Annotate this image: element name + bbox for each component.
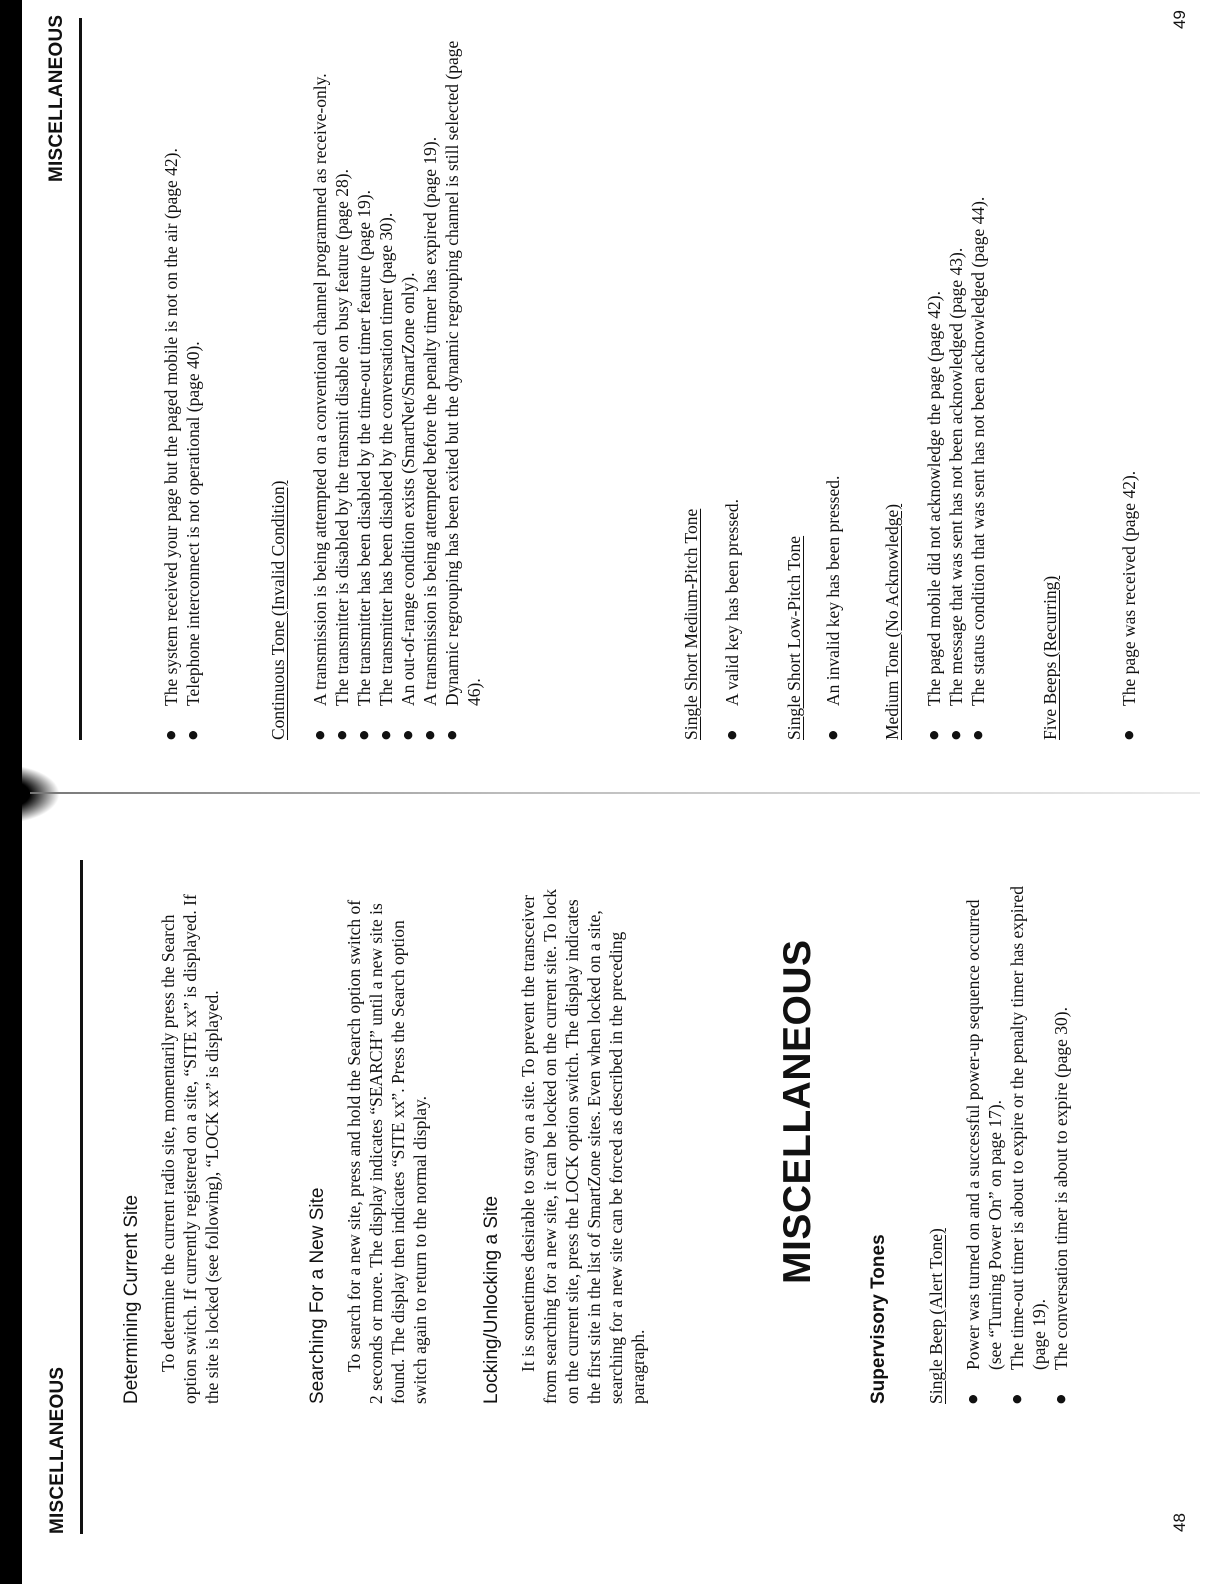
right-header-rule xyxy=(79,18,82,740)
low-pitch-heading: Single Short Low-Pitch Tone xyxy=(784,535,804,740)
continuous-tone-heading: Continuous Tone (Invalid Condition) xyxy=(268,480,288,740)
list-item: ● The transmitter is disabled by the transmit disable on busy feature (page 28). xyxy=(331,30,353,740)
right-running-header: MISCELLANEOUS xyxy=(46,14,67,182)
single-beep-heading: Single Beep (Alert Tone) xyxy=(926,1228,946,1404)
left-page-number: 48 xyxy=(1170,1513,1189,1532)
list-item: ● The paged mobile did not acknowledge the page (page 42). xyxy=(923,40,945,740)
single-beep-list xyxy=(962,884,1072,1404)
list-item: ● A valid key has been pressed. xyxy=(721,40,743,740)
section-heading-determining-site: Determining Current Site xyxy=(121,1194,142,1404)
list-item: ● The page was received (page 42). xyxy=(1118,40,1140,740)
left-running-header: MISCELLANEOUS xyxy=(47,1366,68,1534)
list-item: ● Power was turned on and a successful power-up sequence occurred (see “Turning Power On” on page 17). xyxy=(962,884,1006,1404)
section-body-determining-site: To determine the current radio site, momentarily press the Search option switch. If currently registered on a site, “SITE xx” is displayed. If the site is locked (see following), “LOCK xx” is displayed. xyxy=(158,894,222,1404)
medium-pitch-heading: Single Short Medium-Pitch Tone xyxy=(681,508,701,740)
list-item: ● The system received your page but the paged mobile is not on the air (page 42). xyxy=(160,40,182,740)
list-item: ● An invalid key has been pressed. xyxy=(822,40,844,740)
medium-pitch-list xyxy=(721,40,743,740)
list-item: ● The message that was sent has not been acknowledged (page 43). xyxy=(945,40,967,740)
list-item: ● Dynamic regrouping has been exited but the dynamic regrouping channel is still selected (page 46). xyxy=(441,30,485,740)
list-item: ● An out-of-range condition exists (SmartNet/SmartZone only). xyxy=(397,30,419,740)
supervisory-tones-heading: Supervisory Tones xyxy=(868,1234,889,1404)
low-pitch-list xyxy=(822,40,844,740)
section-body-searching-site: To search for a new site, press and hold the Search option switch of 2 seconds or more. The display indicates “SEARCH” until a new site is found. The display then indicates “SITE xx”. Press the Search option switch again to return to the normal display. xyxy=(344,899,430,1404)
list-item: ● A transmission is being attempted before the penalty timer has expired (page 19). xyxy=(419,30,441,740)
list-item: ● The conversation timer is about to expire (page 30). xyxy=(1050,884,1072,1404)
list-item: ● The time-out timer is about to expire or the penalty timer has expired (page 19). xyxy=(1006,884,1050,1404)
right-page-number: 49 xyxy=(1170,10,1189,29)
five-beeps-list xyxy=(1118,40,1140,740)
left-page xyxy=(0,794,1224,1584)
list-item: ● A transmission is being attempted on a conventional channel programmed as receive-only. xyxy=(309,30,331,740)
list-item: ● The transmitter has been disabled by the time-out timer feature (page 19). xyxy=(353,30,375,740)
continuous-tone-list xyxy=(309,30,485,740)
intro-bullet-list xyxy=(160,40,204,740)
chapter-title: MISCELLANEOUS xyxy=(776,939,819,1284)
left-header-rule xyxy=(80,860,83,1534)
section-heading-locking-site: Locking/Unlocking a Site xyxy=(481,1195,502,1404)
list-item: ● The transmitter has been disabled by the conversation timer (page 30). xyxy=(375,30,397,740)
five-beeps-heading: Five Beeps (Recurring) xyxy=(1040,575,1060,740)
section-heading-searching-site: Searching For a New Site xyxy=(307,1187,328,1404)
medium-tone-heading: Medium Tone (No Acknowledge) xyxy=(882,503,902,740)
list-item: ● The status condition that was sent has not been acknowledged (page 44). xyxy=(967,40,989,740)
section-body-locking-site: It is sometimes desirable to stay on a site. To prevent the transceiver from searching for a new site, it can be locked on the current site. To lock on the current site, press the LOCK option switch. The display indicates the first site in the list of SmartZone sites. Even when locked on a site, searching for a new site can be forced as described in the preceding paragraph. xyxy=(518,888,648,1404)
medium-tone-list xyxy=(923,40,989,740)
list-item: ● Telephone interconnect is not operational (page 40). xyxy=(182,40,204,740)
